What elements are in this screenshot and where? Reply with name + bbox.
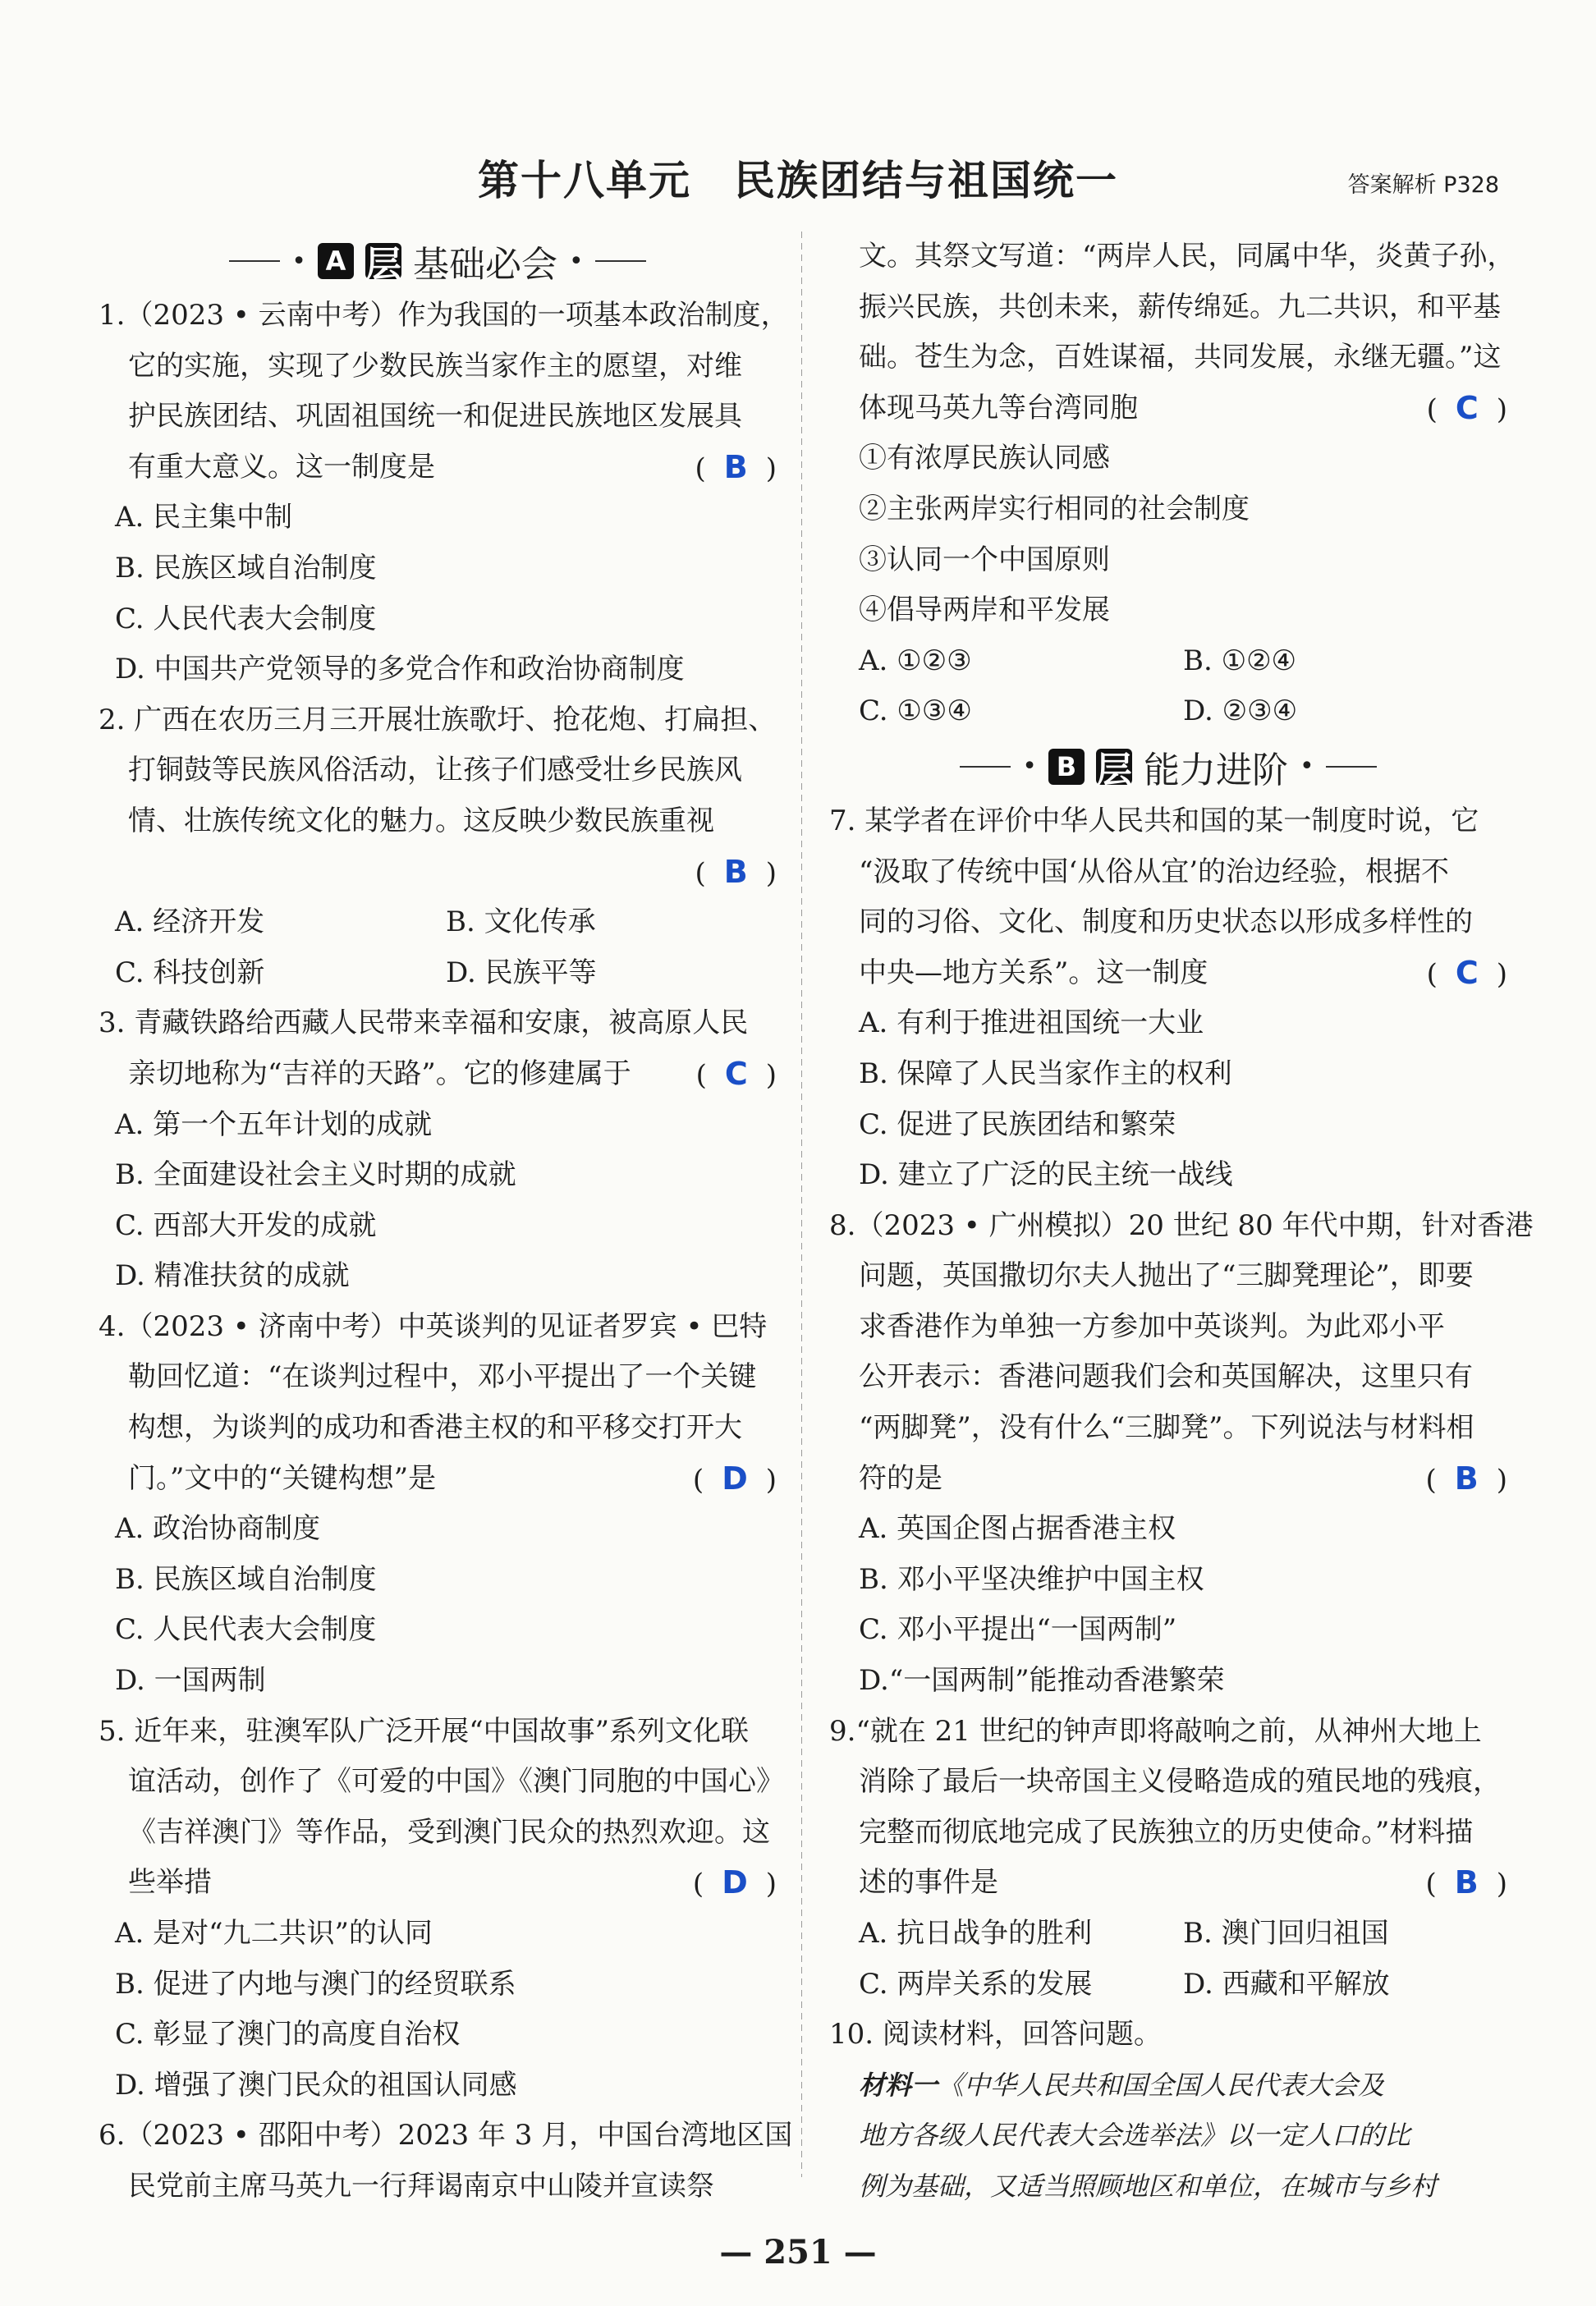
question-text: 求香港作为单独一方参加中英谈判。为此邓小平 (859, 1309, 1445, 1343)
question-text: 它的实施，实现了少数民族当家作主的愿望，对维 (128, 349, 742, 383)
question-text-last: 体现马英九等台湾同胞 ( C ) (829, 383, 1507, 434)
option: B. 民族区域自治制度 (115, 551, 377, 585)
option-row (829, 636, 1507, 687)
option: D. ②③④ (1183, 695, 1298, 728)
option: B. 促进了内地与澳门的经贸联系 (115, 1967, 516, 2001)
option: B. 澳门回归祖国 (1183, 1917, 1389, 1950)
option: A. 是对“九二共识”的认同 (115, 1917, 433, 1950)
answer-bracket: ( D ) (692, 1864, 777, 1901)
option: D. 民族平等 (446, 956, 597, 989)
answer: B (723, 853, 748, 890)
question-text: 情、壮族传统文化的魅力。这反映少数民族重视 (128, 804, 714, 837)
question-text: 5. 近年来，驻澳军队广泛开展“中国故事”系列文化联 (99, 1714, 750, 1748)
question-10 (829, 2010, 1507, 2212)
question-3 (99, 998, 777, 1302)
question-text: 9.“就在 21 世纪的钟声即将敲响之前，从神州大地上 (829, 1714, 1482, 1748)
question-text: 础。苍生为念，百姓谋福，共同发展，永继无疆。”这 (859, 341, 1502, 374)
answer: B (1454, 1460, 1479, 1497)
option-row (829, 686, 1507, 737)
answer-bracket: ( B ) (1425, 1864, 1507, 1901)
option-row (99, 948, 777, 999)
option-row (829, 1960, 1507, 2010)
question-text: 振兴民族，共创未来，薪传绵延。九二共识，和平基 (859, 290, 1501, 323)
section-b-badge: B (1048, 749, 1085, 785)
option: C. 人民代表大会制度 (115, 1613, 377, 1647)
option: D. 建立了广泛的民主统一战线 (859, 1158, 1233, 1192)
answer: D (722, 1460, 748, 1497)
section-b-label: 能力进阶 (1144, 749, 1288, 791)
answer-line (99, 847, 777, 898)
option-row (829, 1909, 1507, 1960)
question-text: 《吉祥澳门》等作品，受到澳门民众的热烈欢迎。这 (128, 1815, 770, 1849)
question-1 (99, 291, 789, 695)
page-number: — 251 — (719, 2233, 877, 2272)
unit-title: 第十八单元 民族团结与祖国统一 (478, 156, 1118, 204)
question-text: 1.（2023 • 云南中考）作为我国的一项基本政治制度， (99, 299, 789, 332)
answer: C (724, 1055, 748, 1092)
answer-reference: 答案解析 P328 (1347, 172, 1499, 198)
section-a-badge: A (318, 243, 354, 279)
statement-item: ②主张两岸实行相同的社会制度 (859, 492, 1250, 525)
option: C. 人民代表大会制度 (115, 602, 377, 635)
question-5 (99, 1707, 784, 2111)
option: C. 邓小平提出“一国两制” (859, 1613, 1177, 1647)
question-text-last: 中央—地方关系”。这一制度 ( C ) (829, 948, 1507, 999)
material-line: 地方各级人民代表大会选举法》以一定人口的比 (859, 2120, 1411, 2152)
option: A. 政治协商制度 (115, 1512, 321, 1546)
question-text: 文。其祭文写道：“两岸人民，同属中华，炎黄子孙， (859, 240, 1516, 273)
option: B. 民族区域自治制度 (115, 1562, 377, 1596)
question-text: 公开表示：香港问题我们会和英国解决，这里只有 (859, 1360, 1473, 1394)
question-text-last: 些举措 ( D ) (99, 1858, 777, 1909)
option: A. 民主集中制 (115, 501, 293, 534)
question-text: 消除了最后一块帝国主义侵略造成的殖民地的残痕， (859, 1765, 1501, 1799)
option: A. 英国企图占据香港主权 (859, 1512, 1176, 1546)
question-text: 3. 青藏铁路给西藏人民带来幸福和安康，被高原人民 (99, 1006, 749, 1040)
section-b-ceng: 层 (1096, 749, 1132, 791)
column-divider (801, 232, 802, 2177)
material-label: 材料一 (859, 2069, 938, 2101)
option: B. 邓小平坚决维护中国主权 (859, 1562, 1204, 1596)
question-text-last: 门。”文中的“关键构想”是 ( D ) (99, 1454, 777, 1505)
option: C. 科技创新 (115, 956, 265, 989)
option: A. 第一个五年计划的成就 (115, 1107, 433, 1141)
answer-bracket: ( C ) (1426, 389, 1507, 426)
option: C. 西部大开发的成就 (115, 1208, 377, 1242)
question-6-start (99, 2111, 793, 2212)
section-a-label: 基础必会 (413, 244, 557, 286)
answer-bracket: ( C ) (695, 1055, 777, 1092)
question-8 (829, 1201, 1534, 1707)
question-9 (829, 1707, 1507, 2010)
question-text: 勒回忆道：“在谈判过程中，邓小平提出了一个关键 (128, 1360, 757, 1394)
question-text-last: 符的是 ( B ) (829, 1454, 1507, 1505)
option: D. 一国两制 (115, 1664, 266, 1698)
question-text: 6.（2023 • 邵阳中考）2023 年 3 月，中国台湾地区国 (99, 2119, 793, 2152)
statement-item: ④倡导两岸和平发展 (859, 594, 1110, 627)
option: A. 抗日战争的胜利 (859, 1917, 1093, 1950)
section-a-header: • A 层 基础必会 • (99, 232, 777, 291)
question-text: 构想，为谈判的成功和香港主权的和平移交打开大 (128, 1411, 742, 1445)
option: B. 保障了人民当家作主的权利 (859, 1057, 1232, 1090)
material-line: 例为基础，又适当照顾地区和单位，在城市与乡村 (859, 2170, 1438, 2202)
question-text: 2. 广西在农历三月三开展壮族歌圩、抢花炮、打扁担、 (99, 703, 777, 736)
answer-bracket: ( B ) (695, 853, 777, 890)
question-text: 同的习俗、文化、制度和历史状态以形成多样性的 (859, 905, 1473, 939)
question-text: 护民族团结、巩固祖国统一和促进民族地区发展具 (128, 400, 742, 433)
answer-bracket: ( D ) (692, 1460, 777, 1497)
question-text: 谊活动，创作了《可爱的中国》《澳门同胞的中国心》 (128, 1765, 784, 1799)
statement-item: ③认同一个中国原则 (859, 543, 1110, 576)
answer: B (1454, 1864, 1479, 1901)
option: B. ①②④ (1183, 644, 1297, 677)
material-line: 材料一《中华人民共和国全国人民代表大会及 (859, 2069, 1385, 2101)
answer-bracket: ( C ) (1426, 954, 1507, 991)
option: D. 精准扶贫的成就 (115, 1259, 350, 1293)
option: D. 增强了澳门民众的祖国认同感 (115, 2068, 517, 2102)
question-7 (829, 796, 1507, 1201)
option: C. ①③④ (859, 695, 972, 728)
option: C. 促进了民族团结和繁荣 (859, 1107, 1176, 1141)
answer-bracket: ( B ) (1425, 1460, 1507, 1497)
question-text-last: 述的事件是 ( B ) (829, 1858, 1507, 1909)
section-b-header: • B 层 能力进阶 • (829, 737, 1507, 796)
question-6-continued (829, 232, 1516, 737)
option: B. 文化传承 (446, 905, 596, 939)
question-text: 打铜鼓等民族风俗活动，让孩子们感受壮乡民族风 (128, 754, 742, 787)
question-text-last: 亲切地称为“吉祥的天路”。它的修建属于 ( C ) (99, 1049, 777, 1100)
answer: C (1455, 389, 1479, 426)
question-text: 民党前主席马英九一行拜谒南京中山陵并宣读祭 (128, 2169, 714, 2203)
option: A. 经济开发 (115, 905, 265, 939)
question-text: 8.（2023 • 广州模拟）20 世纪 80 年代中期，针对香港 (829, 1208, 1534, 1242)
question-2 (99, 695, 777, 999)
question-text: 7. 某学者在评价中华人民共和国的某一制度时说，它 (829, 804, 1479, 837)
section-a-ceng: 层 (365, 244, 401, 286)
option: D.“一国两制”能推动香港繁荣 (859, 1664, 1225, 1698)
option: B. 全面建设社会主义时期的成就 (115, 1158, 516, 1192)
answer: C (1455, 954, 1479, 991)
option: A. 有利于推进祖国统一大业 (859, 1006, 1204, 1040)
answer: D (722, 1864, 748, 1901)
answer-bracket: ( B ) (695, 448, 777, 485)
question-text: 问题，英国撒切尔夫人抛出了“三脚凳理论”，即要 (859, 1259, 1474, 1293)
question-text: 完整而彻底地完成了民族独立的历史使命。”材料描 (859, 1815, 1474, 1849)
question-4 (99, 1302, 777, 1707)
question-text: “汲取了传统中国‘从俗从宜’的治边经验，根据不 (859, 855, 1449, 888)
left-column (99, 232, 793, 2212)
option: C. 两岸关系的发展 (859, 1967, 1093, 2001)
question-text: “两脚凳”，没有什么“三脚凳”。下列说法与材料相 (859, 1411, 1474, 1445)
question-text: 4.（2023 • 济南中考）中英谈判的见证者罗宾 • 巴特 (99, 1309, 768, 1343)
statement-item: ①有浓厚民族认同感 (859, 442, 1110, 475)
question-text: 10. 阅读材料，回答问题。 (829, 2018, 1162, 2052)
option: A. ①②③ (859, 644, 972, 677)
question-text-last: 有重大意义。这一制度是 ( B ) (99, 442, 777, 493)
option: D. 西藏和平解放 (1183, 1967, 1390, 2001)
option-row (99, 897, 777, 948)
right-column (829, 232, 1534, 2212)
answer: B (723, 448, 748, 485)
option: D. 中国共产党领导的多党合作和政治协商制度 (115, 653, 685, 686)
option: C. 彰显了澳门的高度自治权 (115, 2018, 461, 2052)
